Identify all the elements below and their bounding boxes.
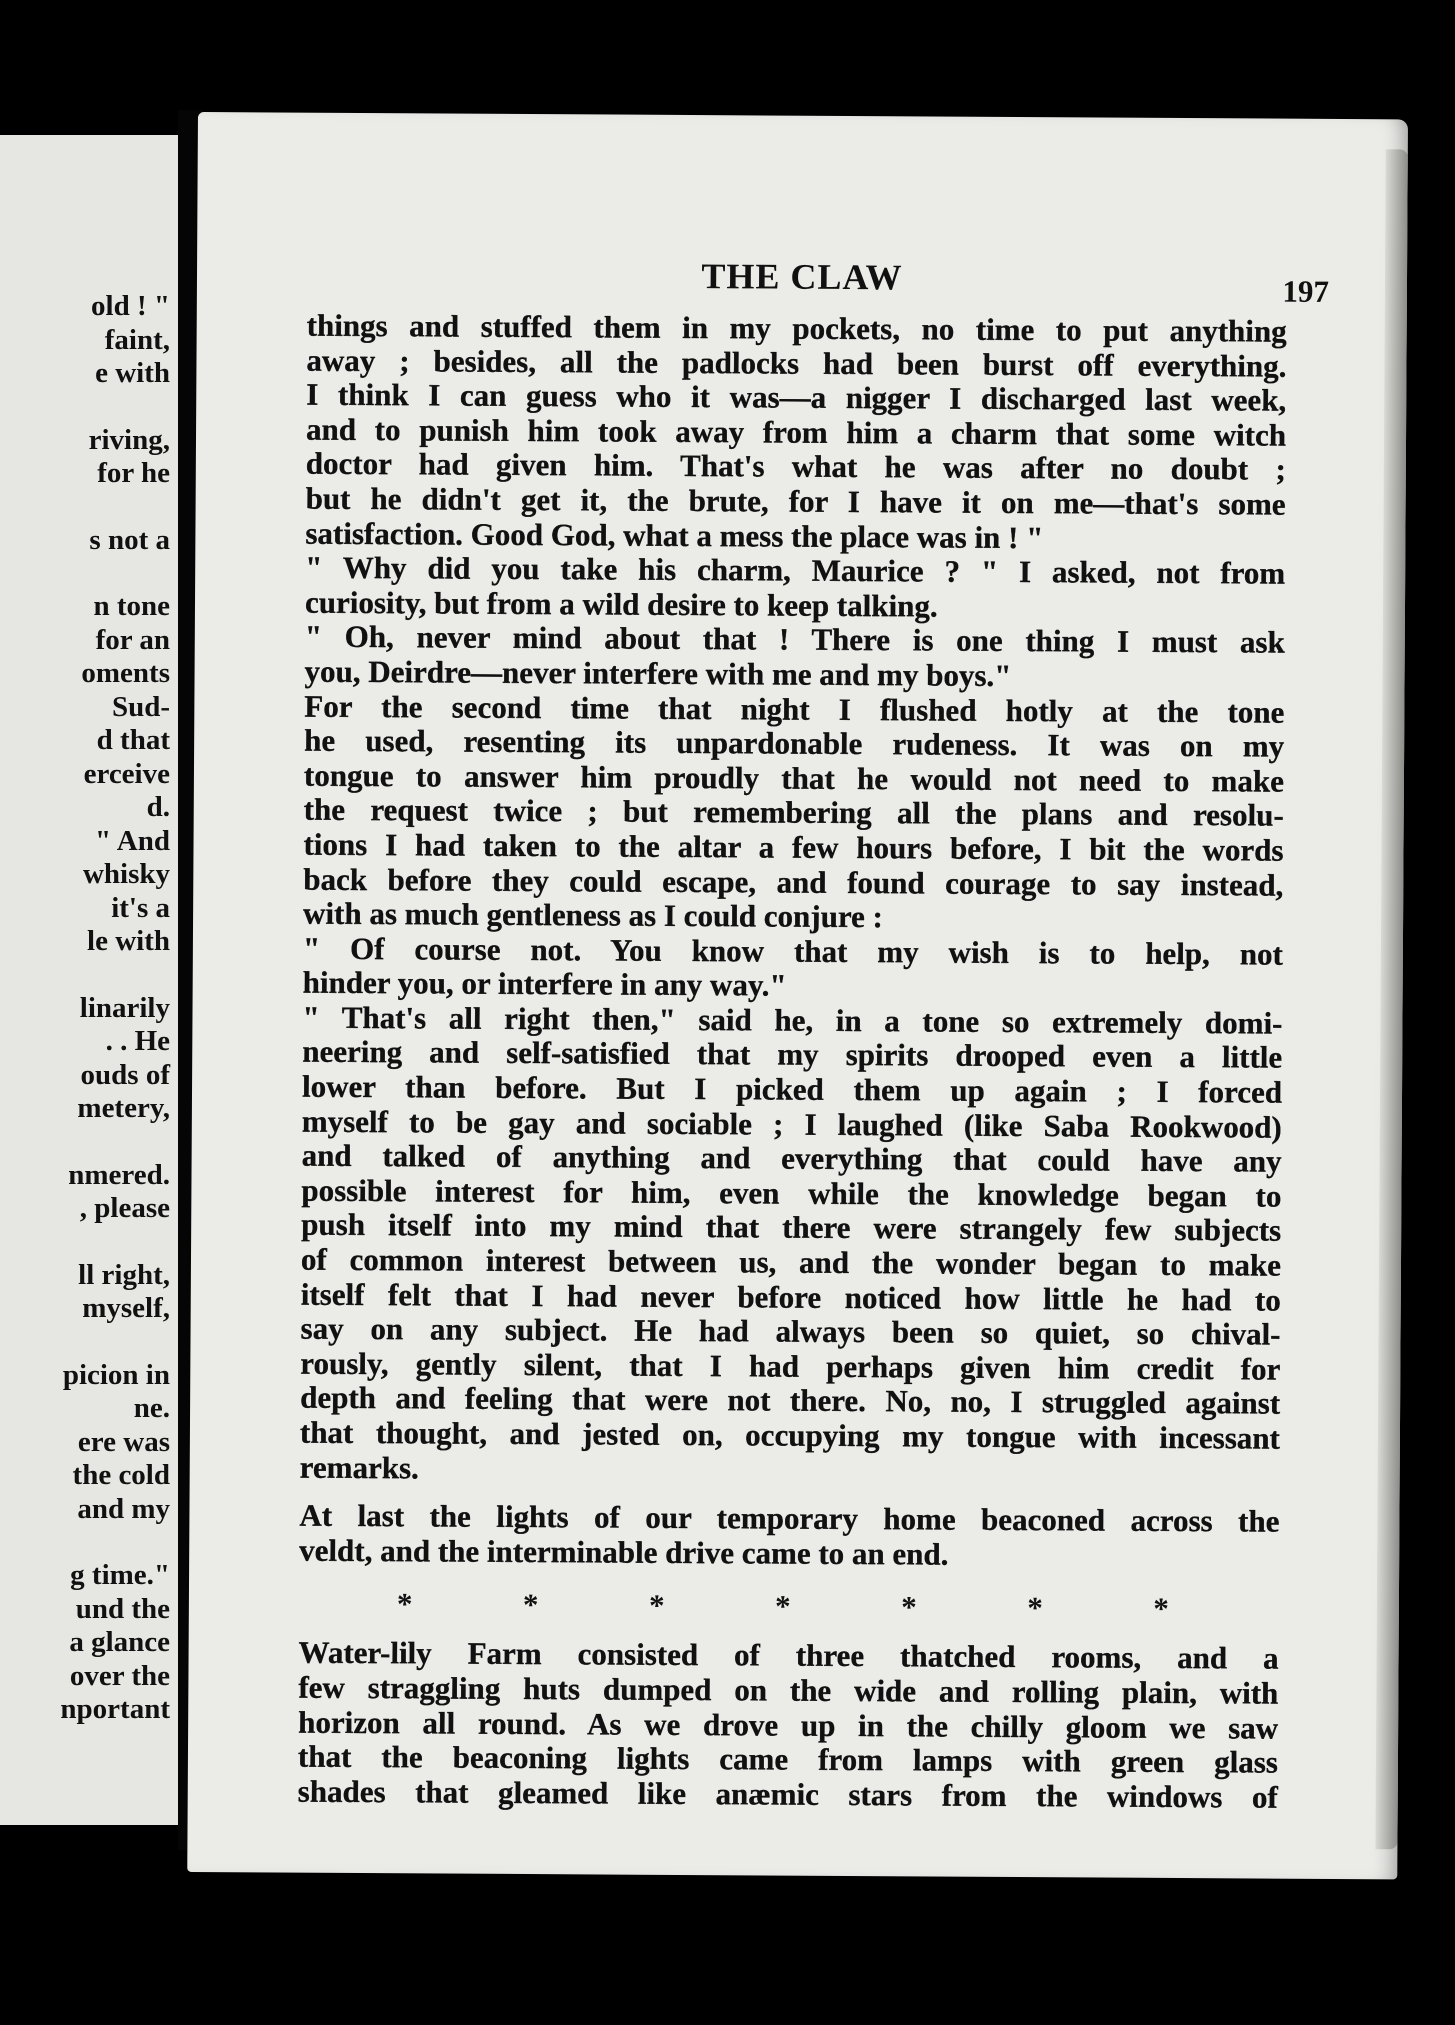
text-line: Water-lily Farm consisted of three thatched rooms, and a — [298, 1635, 1279, 1677]
text-line: of common interest between us, and the wonder began to make — [300, 1241, 1282, 1283]
facing-page-gap — [0, 959, 170, 992]
facing-page-line: for an — [95, 623, 170, 656]
section-break-asterisk: * — [1027, 1590, 1043, 1626]
facing-page-line: faint, — [104, 323, 170, 356]
text-line: depth and feeling that were not there. No, no, I struggled against — [300, 1380, 1281, 1422]
facing-page-line: it's a — [111, 891, 170, 924]
body-text — [298, 309, 1287, 1815]
text-line: things and stuffed them in my pockets, no time to put anything — [306, 307, 1287, 349]
facing-page-line: and my — [77, 1492, 170, 1525]
text-line: but he didn't get it, the brute, for I have it on me—that's some — [305, 480, 1286, 522]
facing-page-gap — [0, 491, 170, 524]
facing-page-line: riving, — [88, 423, 170, 456]
section-break-asterisk: * — [522, 1587, 539, 1623]
text-line: I think I can guess who it was—a nigger I discharged last week, — [306, 376, 1287, 418]
facing-page-line: n tone — [93, 590, 170, 622]
text-line: back before they could escape, and found courage to say instead, — [303, 861, 1284, 903]
section-break — [299, 1568, 1279, 1638]
facing-page-line: e with — [95, 357, 170, 389]
facing-page-line: s not a — [89, 523, 170, 556]
facing-page-line: over the — [69, 1659, 170, 1692]
text-line: curiosity, but from a wild desire to keep talking. — [304, 584, 938, 624]
text-line: " That's all right then," said he, in a tone so extremely domi- — [302, 999, 1283, 1041]
facing-page-line: und the — [75, 1592, 170, 1625]
text-line: and talked of anything and everything that could have any — [301, 1137, 1282, 1179]
text-line: itself felt that I had never before noticed how little he had to — [300, 1276, 1281, 1318]
facing-page-gap — [0, 1526, 170, 1559]
facing-page-gap — [0, 557, 170, 590]
text-line: away ; besides, all the padlocks had been burst off everything. — [306, 342, 1287, 384]
text-line: push itself into my mind that there were strangely few subjects — [301, 1207, 1282, 1249]
facing-page-line: old ! " — [91, 290, 170, 322]
text-line: " Of course not. You know that my wish is to help, not — [302, 930, 1283, 972]
text-line: lower than before. But I picked them up again ; I forced — [301, 1068, 1283, 1110]
facing-page-line: le with — [87, 925, 170, 957]
facing-page-line: . . He — [105, 1025, 170, 1057]
running-head — [197, 252, 1407, 301]
facing-page-line: metery, — [77, 1092, 170, 1124]
facing-page-text — [0, 290, 170, 1727]
text-line: and to punish him took away from him a charm that some witch — [305, 411, 1287, 453]
section-break-asterisk: * — [901, 1589, 917, 1625]
text-line: myself to be gay and sociable ; I laughed (like Saba Rookwood) — [301, 1103, 1282, 1145]
text-line: tions I had taken to the altar a few hours before, I bit the words — [303, 826, 1284, 868]
page-number: 197 — [1282, 273, 1330, 309]
facing-page-line: for he — [97, 457, 170, 489]
text-line: with as much gentleness as I could conjure : — [303, 895, 884, 935]
facing-page-line: g time." — [70, 1559, 170, 1591]
facing-page-line: Sud- — [111, 690, 170, 723]
facing-page-line: nportant — [60, 1693, 170, 1725]
text-line: shades that gleamed like anæmic stars from the windows of — [297, 1773, 1278, 1815]
text-line: possible interest for him, even while the knowledge began to — [301, 1172, 1282, 1214]
text-line: that the beaconing lights came from lamps with green glass — [297, 1738, 1279, 1780]
text-line: remarks. — [299, 1449, 419, 1485]
page-edge — [1375, 149, 1407, 1849]
facing-page-line: d. — [146, 791, 170, 823]
facing-page-line: erceive — [83, 757, 170, 790]
text-line: horizon all round. As we drove up in the chilly gloom we saw — [298, 1704, 1279, 1746]
facing-page-line: , please — [79, 1192, 170, 1224]
text-line: that thought, and jested on, occupying my tongue with incessant — [299, 1414, 1281, 1456]
facing-page-line: myself, — [82, 1292, 170, 1324]
facing-page-line: ne. — [133, 1392, 170, 1424]
facing-page-gap — [0, 1126, 170, 1159]
text-line: " Oh, never mind about that ! There is one thing I must ask — [304, 619, 1285, 660]
facing-page-line: ouds of — [80, 1058, 170, 1091]
text-line: neering and self-satisfied that my spirits drooped even a little — [302, 1034, 1283, 1076]
facing-page-gap — [0, 1326, 170, 1359]
text-line: hinder you, or interfere in any way." — [302, 964, 787, 1003]
text-line: you, Deirdre—never interfere with me and my boys." — [304, 653, 1012, 693]
facing-page-line: linarily — [79, 991, 170, 1024]
facing-page-gap — [0, 391, 170, 424]
facing-page-line: ll right, — [78, 1258, 170, 1291]
section-break-asterisk: * — [1153, 1591, 1169, 1627]
facing-page-line: oments — [81, 657, 170, 689]
facing-page-line: a glance — [69, 1626, 170, 1658]
facing-page-line: picion in — [62, 1358, 170, 1391]
text-line: rously, gently silent, that I had perhaps given him credit for — [300, 1345, 1281, 1387]
facing-page-line: " And — [95, 824, 170, 857]
text-line: satisfaction. Good God, what a mess the place was in ! " — [305, 515, 1044, 555]
text-line: For the second time that night I flushed hotly at the tone — [304, 688, 1285, 730]
section-break-asterisk: * — [396, 1586, 413, 1622]
text-line: few straggling huts dumped on the wide and rolling plain, with — [298, 1669, 1279, 1711]
text-line: doctor had given him. That's what he was after no doubt ; — [305, 446, 1286, 488]
facing-page-gap — [0, 1226, 170, 1259]
facing-page-line: d that — [96, 724, 170, 756]
section-break-asterisk: * — [648, 1588, 665, 1624]
text-line: " Why did you take his charm, Maurice ? " I asked, not from — [305, 549, 1286, 591]
facing-page-left — [0, 135, 178, 1825]
text-line: veldt, and the interminable drive came to an end. — [299, 1532, 949, 1572]
text-line: tongue to answer him proudly that he would not need to make — [303, 757, 1285, 799]
text-line: At last the lights of our temporary home beaconed across the — [299, 1497, 1280, 1539]
text-line: say on any subject. He had always been so quiet, so chival- — [300, 1310, 1281, 1352]
section-break-asterisk: * — [775, 1588, 791, 1625]
facing-page-line: nmered. — [68, 1158, 170, 1191]
text-line: he used, resenting its unpardonable rudeness. It was on my — [304, 722, 1285, 764]
facing-page-line: the cold — [72, 1459, 170, 1491]
running-title: THE CLAW — [701, 256, 903, 298]
text-line: the request twice ; but remembering all the plans and resolu- — [303, 791, 1284, 833]
book-page — [187, 112, 1408, 1879]
facing-page-line: whisky — [82, 858, 170, 890]
facing-page-line: ere was — [77, 1425, 170, 1458]
